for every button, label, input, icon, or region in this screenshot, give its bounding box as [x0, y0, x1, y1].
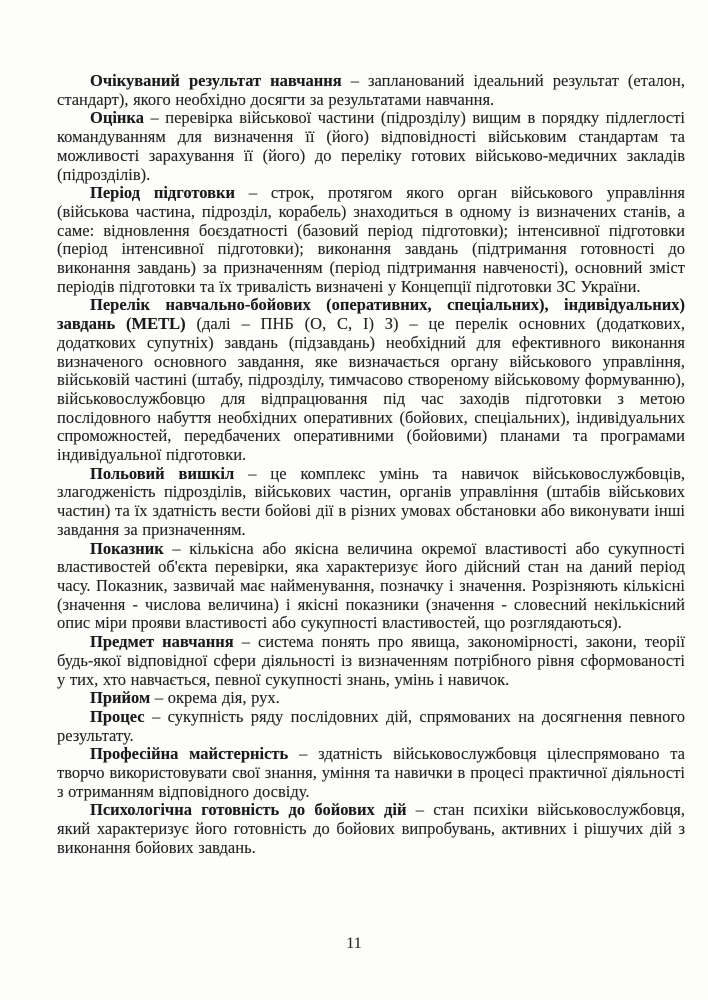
- definition-term: Польовий вишкіл: [90, 463, 235, 483]
- definition-term: Професійна майстерність: [90, 744, 289, 764]
- definition-term: Оцінка: [90, 108, 144, 128]
- definition-body: (далі – ПНБ (О, С, І) З) – це перелік основних (додаткових, додаткових супутніх) завдань (підзавдань) необхідний для ефективного виконання визначеного основного завдання, яке визначається органу військового управління, військовій частині (штабу, підрозділу, тимчасово створеному військовому формуванню), військовослужбовцю для відпрацювання під час заходів підготовки з метою послідовного набуття необхідних оперативних (бойових, спеціальних), індивідуальних спроможностей, передбачених оперативними (бойовими) планами та програмами індивідуальної підготовки.: [57, 314, 685, 465]
- definition-paragraph: [57, 540, 685, 634]
- definition-paragraph: [57, 633, 685, 689]
- definition-paragraph: [57, 109, 685, 184]
- definition-term: Показник: [90, 538, 164, 558]
- definition-term: Прийом: [90, 688, 151, 708]
- definition-term: Процес: [90, 706, 145, 726]
- definition-paragraph: [57, 689, 685, 708]
- definition-body: – строк, протягом якого орган військового управління (військова частина, підрозділ, корабель) знаходиться в одному із визначених станів, а саме: відновлення боєздатності (базовий період підготовки); інтенсивної підготовки (період інтенсивної підготовки); виконання завдань (підтримання готовності до виконання завдань) за призначенням (період підтримання навченості), основний зміст періодів підготовки та їх тривалість визначені у Концепції підготовки ЗС України.: [57, 183, 685, 296]
- definition-paragraph: [57, 801, 685, 857]
- definition-body: – це комплекс умінь та навичок військовослужбовців, злагодженість підрозділів, військових частин, органів управління (штабів військових частин) та їх здатність вести бойові дії в різних умовах обстановки або виконувати інші завдання за призначенням.: [57, 463, 686, 539]
- definition-body: – кількісна або якісна величина окремої властивості або сукупності властивостей об'єкта перевірки, яка характеризує його дійсний стан на даний період часу. Показник, зазвичай має найменування, позначку і значення. Розрізняють кількісні (значення - числова величина) і якісні показники (значення - словесний некількісний опис міри прояви властивості або сукупності властивостей, що розглядаються).: [57, 538, 685, 633]
- definition-paragraph: [57, 296, 685, 464]
- page-number: 11: [346, 935, 362, 952]
- definition-term: Очікуваний результат навчання: [90, 71, 342, 90]
- definition-paragraph: [57, 184, 685, 296]
- definitions-list: [57, 72, 685, 858]
- definition-body: – система понять про явища, закономірності, закони, теорії будь-якої відповідної сфери діяльності із визначенням потрібного рівня сформованості у тих, хто навчається, певної сукупності знань, умінь і навичок.: [57, 632, 685, 689]
- definition-body: – здатність військовослужбовця цілеспрямовано та творчо використовувати свої знання, уміння та навички в процесі практичної діяльності з отриманням відповідного досвіду.: [57, 744, 685, 801]
- definition-paragraph: [57, 708, 685, 745]
- definition-paragraph: [57, 465, 685, 540]
- definition-body: – стан психіки військовослужбовця, який характеризує його готовність до бойових випробувань, активних і рішучих дій з виконання бойових завдань.: [57, 800, 685, 857]
- definition-term: Предмет навчання: [90, 632, 234, 652]
- definition-term: Період підготовки: [90, 183, 236, 203]
- definition-paragraph: [57, 745, 685, 801]
- definition-paragraph: [57, 72, 685, 109]
- definition-term: Психологічна готовність до бойових дій: [90, 800, 407, 820]
- definition-body: – сукупність ряду послідовних дій, спрямованих на досягнення певного результату.: [57, 706, 685, 745]
- definition-body: – запланований ідеальний результат (еталон, стандарт), якого необхідно досягти за результатами навчання.: [57, 71, 685, 109]
- definition-body: – перевірка військової частини (підрозділу) вищим в порядку підлеглості командуванням для визначення її (його) відповідності військовим стандартам та можливості зарахування її (його) до переліку готових військово-медичних закладів (підрозділів).: [57, 108, 685, 184]
- definition-body: – окрема дія, рух.: [150, 688, 280, 708]
- definition-term: Перелік навчально-бойових (оперативних, спеціальних), індивідуальних) завдань (METL): [57, 295, 685, 334]
